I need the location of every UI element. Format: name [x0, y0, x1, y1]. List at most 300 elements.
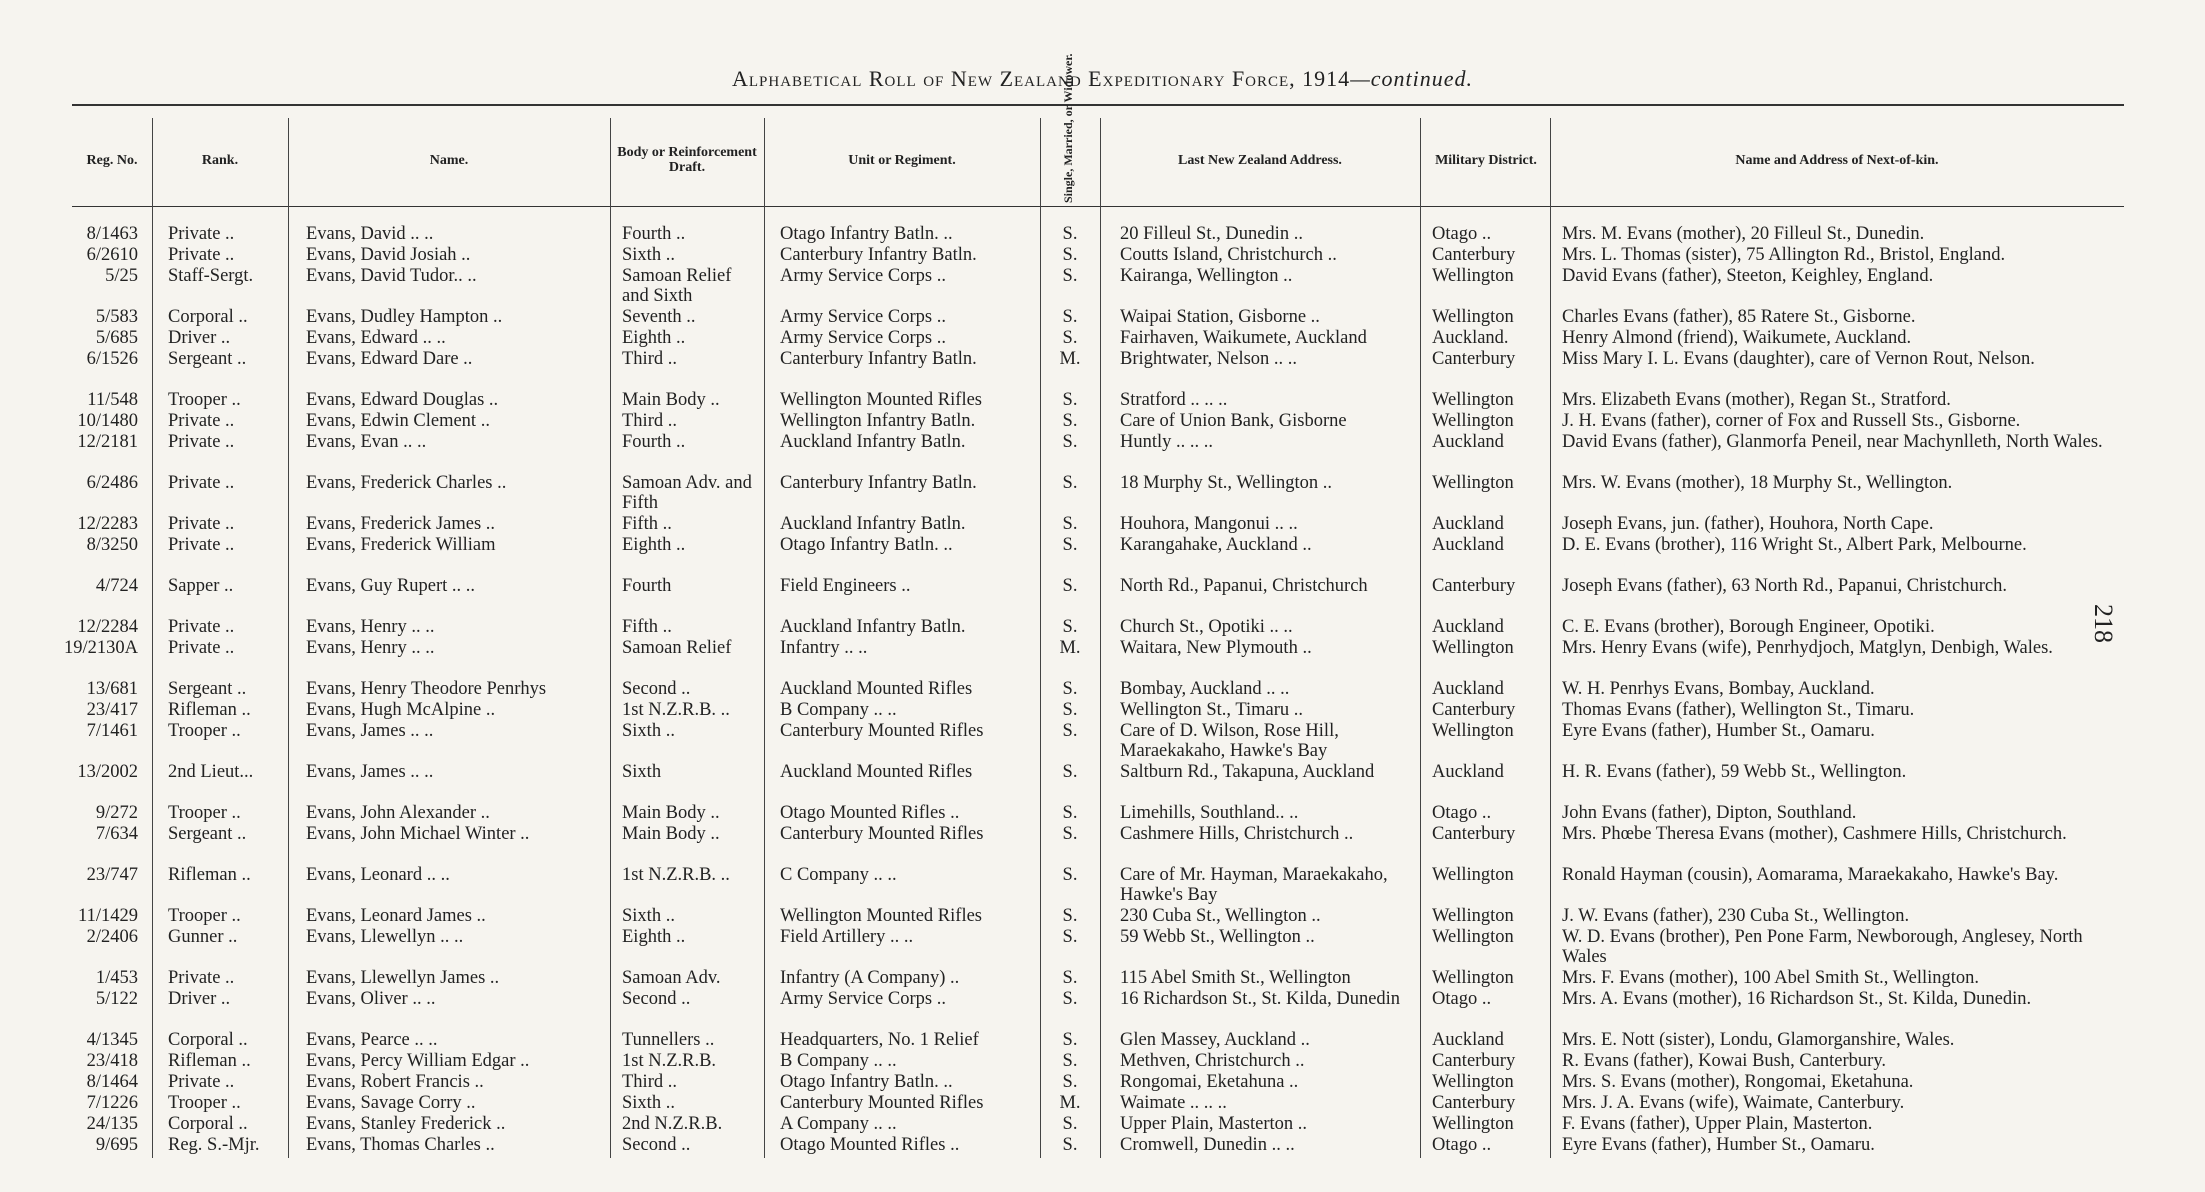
page-number: 218: [2089, 604, 2118, 643]
next-of-kin: Charles Evans (father), 85 Ratere St., Gisborne.: [1562, 307, 1916, 327]
next-of-kin: Mrs. L. Thomas (sister), 75 Allington Rd., Bristol, England.: [1562, 245, 2006, 265]
body-draft: Main Body ..: [622, 803, 720, 823]
unit: B Company .. ..: [780, 700, 897, 720]
name: Evans, James .. ..: [306, 721, 434, 741]
marital-status: S.: [1062, 762, 1078, 782]
roll-table-body: [0, 224, 2205, 1156]
military-district: Canterbury: [1432, 245, 1516, 265]
marital-status: S.: [1062, 721, 1078, 741]
next-of-kin: H. R. Evans (father), 59 Webb St., Wellington.: [1562, 762, 1907, 782]
next-of-kin: David Evans (father), Glanmorfa Peneil, near Machynlleth, North Wales.: [1562, 432, 2103, 452]
header-military-district: Military District.: [1435, 152, 1537, 168]
marital-status: S.: [1062, 576, 1078, 596]
header-marital-status: [1038, 53, 1098, 204]
military-district: Canterbury: [1432, 1051, 1516, 1071]
rank: Rifleman ..: [168, 700, 251, 720]
next-of-kin: John Evans (father), Dipton, Southland.: [1562, 803, 1857, 823]
next-of-kin: Mrs. E. Nott (sister), Londu, Glamorganshire, Wales.: [1562, 1030, 1955, 1050]
military-district: Otago ..: [1432, 224, 1492, 244]
unit: Wellington Infantry Batln.: [780, 411, 976, 431]
body-draft: Samoan Relief and Sixth: [622, 266, 732, 306]
name: Evans, John Alexander ..: [306, 803, 490, 823]
unit: Auckland Infantry Batln.: [780, 617, 966, 637]
military-district: Wellington: [1432, 906, 1514, 926]
name: Evans, Leonard .. ..: [306, 865, 450, 885]
rank: Trooper ..: [168, 390, 241, 410]
unit: Infantry (A Company) ..: [780, 968, 960, 988]
reg-no: 1/453: [95, 968, 138, 988]
military-district: Auckland: [1432, 679, 1504, 699]
reg-no: 2/2406: [86, 927, 138, 947]
next-of-kin: Miss Mary I. L. Evans (daughter), care of Vernon Rout, Nelson.: [1562, 349, 2035, 369]
body-draft: Eighth ..: [622, 535, 686, 555]
marital-status: S.: [1062, 514, 1078, 534]
unit: Infantry .. ..: [780, 638, 868, 658]
unit: Field Engineers ..: [780, 576, 911, 596]
table-row: [0, 473, 2205, 514]
table-row: [0, 906, 2205, 927]
table-row: [0, 411, 2205, 432]
next-of-kin: Thomas Evans (father), Wellington St., Timaru.: [1562, 700, 1915, 720]
rank: Staff-Sergt.: [168, 266, 254, 286]
title-main: Alphabetical Roll of New Zealand Expeditionary Force, 1914: [731, 66, 1351, 91]
marital-status: S.: [1062, 906, 1078, 926]
header-marital-label: Single, Married, or Widower.: [1061, 53, 1075, 203]
marital-status: S.: [1062, 679, 1078, 699]
table-row: [0, 224, 2205, 245]
rank: Trooper ..: [168, 906, 241, 926]
name: Evans, Llewellyn James ..: [306, 968, 500, 988]
name: Evans, Llewellyn .. ..: [306, 927, 464, 947]
military-district: Wellington: [1432, 307, 1514, 327]
name: Evans, Dudley Hampton ..: [306, 307, 503, 327]
address: Methven, Christchurch ..: [1120, 1051, 1305, 1071]
marital-status: S.: [1062, 989, 1078, 1009]
address: 230 Cuba St., Wellington ..: [1120, 906, 1321, 926]
table-row: [0, 1072, 2205, 1093]
military-district: Auckland: [1432, 514, 1504, 534]
table-row: [0, 514, 2205, 535]
rank: Reg. S.-Mjr.: [168, 1135, 260, 1155]
name: Evans, David Tudor.. ..: [306, 266, 477, 286]
rank: Private ..: [168, 535, 235, 555]
next-of-kin: Mrs. Elizabeth Evans (mother), Regan St., Stratford.: [1562, 390, 1951, 410]
name: Evans, Savage Corry ..: [306, 1093, 476, 1113]
reg-no: 7/634: [95, 824, 138, 844]
table-row: [0, 1051, 2205, 1072]
address: Huntly .. .. ..: [1120, 432, 1214, 452]
unit: Otago Mounted Rifles ..: [780, 803, 960, 823]
reg-no: 5/25: [105, 266, 138, 286]
body-draft: Fourth: [622, 576, 672, 596]
marital-status: S.: [1062, 968, 1078, 988]
marital-status: S.: [1062, 245, 1078, 265]
marital-status: S.: [1062, 1114, 1078, 1134]
unit: Wellington Mounted Rifles: [780, 390, 982, 410]
military-district: Wellington: [1432, 721, 1514, 741]
table-row: [0, 266, 2205, 307]
header-next-of-kin: Name and Address of Next-of-kin.: [1735, 152, 1939, 168]
reg-no: 4/724: [95, 576, 138, 596]
header-address: Last New Zealand Address.: [1178, 152, 1342, 168]
table-row: [0, 824, 2205, 865]
address: Care of Union Bank, Gisborne: [1120, 411, 1347, 431]
address: Rongomai, Eketahuna ..: [1120, 1072, 1299, 1092]
marital-status: S.: [1062, 617, 1078, 637]
rank: Gunner ..: [168, 927, 238, 947]
table-row: [0, 1135, 2205, 1156]
address: Kairanga, Wellington ..: [1120, 266, 1293, 286]
body-draft: Second ..: [622, 1135, 691, 1155]
military-district: Otago ..: [1432, 1135, 1492, 1155]
next-of-kin: C. E. Evans (brother), Borough Engineer, Opotiki.: [1562, 617, 1935, 637]
next-of-kin: David Evans (father), Steeton, Keighley, England.: [1562, 266, 1934, 286]
reg-no: 13/681: [86, 679, 138, 699]
body-draft: 1st N.Z.R.B.: [622, 1051, 717, 1071]
marital-status: S.: [1062, 865, 1078, 885]
table-row: [0, 721, 2205, 762]
unit: Otago Infantry Batln. ..: [780, 535, 953, 555]
marital-status: S.: [1062, 803, 1078, 823]
military-district: Auckland: [1432, 1030, 1504, 1050]
table-row: [0, 432, 2205, 473]
address: Coutts Island, Christchurch ..: [1120, 245, 1337, 265]
next-of-kin: Mrs. W. Evans (mother), 18 Murphy St., Wellington.: [1562, 473, 1953, 493]
body-draft: Sixth ..: [622, 245, 675, 265]
rank: Sapper ..: [168, 576, 234, 596]
table-row: [0, 1114, 2205, 1135]
header-rule: [72, 206, 2124, 207]
next-of-kin: Joseph Evans, jun. (father), Houhora, North Cape.: [1562, 514, 1934, 534]
name: Evans, John Michael Winter ..: [306, 824, 530, 844]
address: Wellington St., Timaru ..: [1120, 700, 1304, 720]
reg-no: 7/1226: [86, 1093, 138, 1113]
address: Upper Plain, Masterton ..: [1120, 1114, 1308, 1134]
rank: 2nd Lieut...: [168, 762, 254, 782]
military-district: Wellington: [1432, 473, 1514, 493]
name: Evans, Hugh McAlpine ..: [306, 700, 496, 720]
reg-no: 6/2486: [86, 473, 138, 493]
marital-status: S.: [1062, 390, 1078, 410]
name: Evans, James .. ..: [306, 762, 434, 782]
address: Bombay, Auckland .. ..: [1120, 679, 1290, 699]
name: Evans, Pearce .. ..: [306, 1030, 438, 1050]
reg-no: 23/747: [86, 865, 138, 885]
table-row: [0, 803, 2205, 824]
unit: Canterbury Infantry Batln.: [780, 473, 977, 493]
title-continued: —continued.: [1350, 66, 1474, 91]
table-row: [0, 1093, 2205, 1114]
rank: Rifleman ..: [168, 1051, 251, 1071]
rank: Trooper ..: [168, 1093, 241, 1113]
rank: Driver ..: [168, 328, 231, 348]
next-of-kin: Eyre Evans (father), Humber St., Oamaru.: [1562, 1135, 1875, 1155]
body-draft: Third ..: [622, 1072, 677, 1092]
address: 18 Murphy St., Wellington ..: [1120, 473, 1332, 493]
reg-no: 5/122: [95, 989, 138, 1009]
address: North Rd., Papanui, Christchurch: [1120, 576, 1368, 596]
body-draft: Sixth ..: [622, 906, 675, 926]
unit: Army Service Corps ..: [780, 989, 946, 1009]
military-district: Canterbury: [1432, 576, 1516, 596]
header-name: Name.: [429, 152, 469, 168]
next-of-kin: Henry Almond (friend), Waikumete, Auckland.: [1562, 328, 1912, 348]
military-district: Otago ..: [1432, 803, 1492, 823]
military-district: Canterbury: [1432, 824, 1516, 844]
body-draft: Sixth ..: [622, 1093, 675, 1113]
marital-status: S.: [1062, 535, 1078, 555]
next-of-kin: R. Evans (father), Kowai Bush, Canterbury.: [1562, 1051, 1887, 1071]
table-row: [0, 638, 2205, 679]
military-district: Auckland: [1432, 762, 1504, 782]
unit: Otago Infantry Batln. ..: [780, 1072, 953, 1092]
marital-status: S.: [1062, 1135, 1078, 1155]
address: 115 Abel Smith St., Wellington: [1120, 968, 1351, 988]
next-of-kin: W. D. Evans (brother), Pen Pone Farm, Newborough, Anglesey, North Wales: [1562, 927, 2083, 967]
body-draft: Samoan Relief: [622, 638, 732, 658]
rank: Corporal ..: [168, 307, 248, 327]
body-draft: Tunnellers ..: [622, 1030, 715, 1050]
marital-status: S.: [1062, 824, 1078, 844]
reg-no: 24/135: [86, 1114, 138, 1134]
marital-status: S.: [1062, 328, 1078, 348]
body-draft: 2nd N.Z.R.B.: [622, 1114, 723, 1134]
reg-no: 8/1464: [86, 1072, 138, 1092]
reg-no: 23/418: [86, 1051, 138, 1071]
unit: Army Service Corps ..: [780, 266, 946, 286]
name: Evans, David Josiah ..: [306, 245, 471, 265]
body-draft: Third ..: [622, 349, 677, 369]
address: 16 Richardson St., St. Kilda, Dunedin: [1120, 989, 1401, 1009]
military-district: Canterbury: [1432, 1093, 1516, 1113]
reg-no: 12/2181: [77, 432, 138, 452]
name: Evans, Evan .. ..: [306, 432, 427, 452]
address: Brightwater, Nelson .. ..: [1120, 349, 1298, 369]
body-draft: Seventh ..: [622, 307, 696, 327]
marital-status: S.: [1062, 1072, 1078, 1092]
rank: Corporal ..: [168, 1114, 248, 1134]
name: Evans, Thomas Charles ..: [306, 1135, 495, 1155]
body-draft: Sixth ..: [622, 721, 675, 741]
next-of-kin: Mrs. F. Evans (mother), 100 Abel Smith St., Wellington.: [1562, 968, 1980, 988]
rank: Private ..: [168, 245, 235, 265]
unit: Canterbury Mounted Rifles: [780, 1093, 984, 1113]
rank: Rifleman ..: [168, 865, 251, 885]
body-draft: Samoan Adv.: [622, 968, 721, 988]
marital-status: S.: [1062, 1051, 1078, 1071]
marital-status: S.: [1062, 700, 1078, 720]
unit: Auckland Mounted Rifles: [780, 762, 973, 782]
name: Evans, Frederick James ..: [306, 514, 496, 534]
unit: Army Service Corps ..: [780, 307, 946, 327]
address: 20 Filleul St., Dunedin ..: [1120, 224, 1303, 244]
unit: Auckland Infantry Batln.: [780, 432, 966, 452]
marital-status: M.: [1059, 349, 1081, 369]
table-row: [0, 349, 2205, 390]
military-district: Wellington: [1432, 390, 1514, 410]
address: Church St., Opotiki .. ..: [1120, 617, 1293, 637]
body-draft: Eighth ..: [622, 927, 686, 947]
military-district: Wellington: [1432, 266, 1514, 286]
address: Glen Massey, Auckland ..: [1120, 1030, 1310, 1050]
unit: Field Artillery .. ..: [780, 927, 914, 947]
next-of-kin: F. Evans (father), Upper Plain, Masterton.: [1562, 1114, 1873, 1134]
reg-no: 10/1480: [77, 411, 138, 431]
military-district: Otago ..: [1432, 989, 1492, 1009]
name: Evans, Percy William Edgar ..: [306, 1051, 530, 1071]
rank: Trooper ..: [168, 721, 241, 741]
body-draft: Fifth ..: [622, 617, 672, 637]
table-row: [0, 328, 2205, 349]
unit: Wellington Mounted Rifles: [780, 906, 982, 926]
reg-no: 8/3250: [86, 535, 138, 555]
next-of-kin: J. H. Evans (father), corner of Fox and Russell Sts., Gisborne.: [1562, 411, 2021, 431]
table-row: [0, 576, 2205, 617]
table-row: [0, 762, 2205, 803]
table-row: [0, 245, 2205, 266]
rank: Trooper ..: [168, 803, 241, 823]
table-row: [0, 700, 2205, 721]
reg-no: 9/695: [95, 1135, 138, 1155]
address: Limehills, Southland.. ..: [1120, 803, 1299, 823]
name: Evans, Henry Theodore Penrhys: [306, 679, 547, 699]
military-district: Wellington: [1432, 411, 1514, 431]
reg-no: 11/548: [87, 390, 138, 410]
reg-no: 12/2284: [77, 617, 138, 637]
table-row: [0, 679, 2205, 700]
name: Evans, Oliver .. ..: [306, 989, 436, 1009]
next-of-kin: Mrs. A. Evans (mother), 16 Richardson St., St. Kilda, Dunedin.: [1562, 989, 2032, 1009]
marital-status: S.: [1062, 473, 1078, 493]
next-of-kin: Mrs. Phœbe Theresa Evans (mother), Cashmere Hills, Christchurch.: [1562, 824, 2067, 844]
body-draft: Samoan Adv. and Fifth: [622, 473, 752, 513]
body-draft: Main Body ..: [622, 824, 720, 844]
marital-status: M.: [1059, 638, 1081, 658]
rank: Sergeant ..: [168, 349, 247, 369]
unit: A Company .. ..: [780, 1114, 897, 1134]
next-of-kin: Ronald Hayman (cousin), Aomarama, Maraekakaho, Hawke's Bay.: [1562, 865, 2059, 885]
table-row: [0, 865, 2205, 906]
next-of-kin: W. H. Penrhys Evans, Bombay, Auckland.: [1562, 679, 1875, 699]
name: Evans, Edward .. ..: [306, 328, 446, 348]
marital-status: M.: [1059, 1093, 1081, 1113]
military-district: Auckland: [1432, 617, 1504, 637]
rank: Private ..: [168, 968, 235, 988]
body-draft: Fourth ..: [622, 432, 686, 452]
unit: C Company .. ..: [780, 865, 897, 885]
reg-no: 5/685: [95, 328, 138, 348]
body-draft: Sixth: [622, 762, 662, 782]
header-body-draft: Body or Reinforcement Draft.: [617, 145, 757, 175]
marital-status: S.: [1062, 266, 1078, 286]
name: Evans, Leonard James ..: [306, 906, 486, 926]
next-of-kin: Mrs. J. A. Evans (wife), Waimate, Canterbury.: [1562, 1093, 1905, 1113]
reg-no: 7/1461: [86, 721, 138, 741]
reg-no: 19/2130A: [64, 638, 138, 658]
rank: Sergeant ..: [168, 824, 247, 844]
military-district: Canterbury: [1432, 349, 1516, 369]
table-row: [0, 617, 2205, 638]
reg-no: 13/2002: [77, 762, 138, 782]
address: Care of D. Wilson, Rose Hill, Maraekakaho, Hawke's Bay: [1120, 721, 1339, 761]
next-of-kin: Joseph Evans (father), 63 North Rd., Papanui, Christchurch.: [1562, 576, 2007, 596]
military-district: Wellington: [1432, 968, 1514, 988]
address: 59 Webb St., Wellington ..: [1120, 927, 1315, 947]
reg-no: 4/1345: [86, 1030, 138, 1050]
unit: B Company .. ..: [780, 1051, 897, 1071]
name: Evans, Henry .. ..: [306, 617, 435, 637]
table-row: [0, 1030, 2205, 1051]
table-row: [0, 307, 2205, 328]
military-district: Wellington: [1432, 1114, 1514, 1134]
header-rank: Rank.: [201, 152, 239, 168]
unit: Auckland Mounted Rifles: [780, 679, 973, 699]
address: Houhora, Mangonui .. ..: [1120, 514, 1298, 534]
military-district: Wellington: [1432, 927, 1514, 947]
name: Evans, Edward Douglas ..: [306, 390, 499, 410]
rank: Private ..: [168, 617, 235, 637]
table-row: [0, 968, 2205, 989]
rank: Private ..: [168, 473, 235, 493]
military-district: Auckland: [1432, 432, 1504, 452]
name: Evans, Frederick Charles ..: [306, 473, 507, 493]
address: Care of Mr. Hayman, Maraekakaho, Hawke's Bay: [1120, 865, 1388, 905]
unit: Canterbury Mounted Rifles: [780, 721, 984, 741]
marital-status: S.: [1062, 307, 1078, 327]
military-district: Wellington: [1432, 865, 1514, 885]
marital-status: S.: [1062, 927, 1078, 947]
body-draft: 1st N.Z.R.B. ..: [622, 865, 730, 885]
page-title: [0, 66, 2205, 92]
marital-status: S.: [1062, 1030, 1078, 1050]
name: Evans, Henry .. ..: [306, 638, 435, 658]
next-of-kin: Mrs. M. Evans (mother), 20 Filleul St., Dunedin.: [1562, 224, 1925, 244]
rank: Private ..: [168, 514, 235, 534]
body-draft: Second ..: [622, 989, 691, 1009]
reg-no: 5/583: [95, 307, 138, 327]
marital-status: S.: [1062, 411, 1078, 431]
reg-no: 12/2283: [77, 514, 138, 534]
rank: Private ..: [168, 638, 235, 658]
military-district: Canterbury: [1432, 700, 1516, 720]
military-district: Auckland: [1432, 535, 1504, 555]
header-reg-no: Reg. No.: [86, 152, 138, 168]
table-row: [0, 989, 2205, 1030]
reg-no: 6/2610: [86, 245, 138, 265]
body-draft: Third ..: [622, 411, 677, 431]
reg-no: 8/1463: [86, 224, 138, 244]
unit: Army Service Corps ..: [780, 328, 946, 348]
address: Waimate .. .. ..: [1120, 1093, 1227, 1113]
address: Waipai Station, Gisborne ..: [1120, 307, 1320, 327]
body-draft: Second ..: [622, 679, 691, 699]
unit: Otago Mounted Rifles ..: [780, 1135, 960, 1155]
rank: Driver ..: [168, 989, 231, 1009]
unit: Otago Infantry Batln. ..: [780, 224, 953, 244]
marital-status: S.: [1062, 224, 1078, 244]
address: Saltburn Rd., Takapuna, Auckland: [1120, 762, 1375, 782]
rank: Private ..: [168, 411, 235, 431]
top-rule: [72, 104, 2124, 106]
next-of-kin: J. W. Evans (father), 230 Cuba St., Wellington.: [1562, 906, 1910, 926]
next-of-kin: Mrs. S. Evans (mother), Rongomai, Eketahuna.: [1562, 1072, 1914, 1092]
rank: Private ..: [168, 1072, 235, 1092]
reg-no: 9/272: [95, 803, 138, 823]
unit: Auckland Infantry Batln.: [780, 514, 966, 534]
unit: Headquarters, No. 1 Relief: [780, 1030, 979, 1050]
table-row: [0, 535, 2205, 576]
marital-status: S.: [1062, 432, 1078, 452]
